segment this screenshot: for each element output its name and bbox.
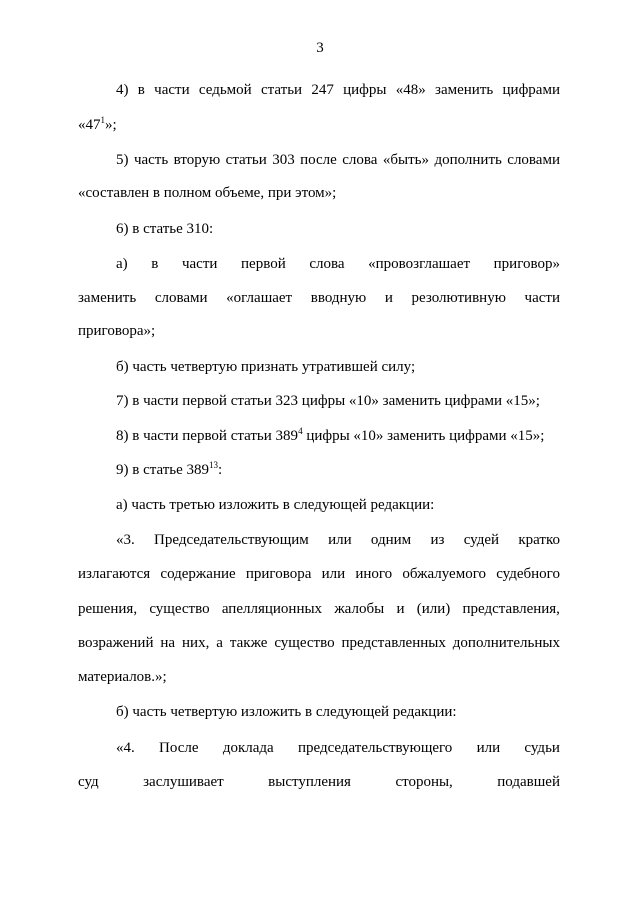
word: излагаются: [78, 566, 151, 582]
text-run: 8) в части первой статьи 389: [116, 428, 299, 444]
word: и: [396, 601, 405, 617]
word: «провозглашает: [368, 256, 471, 272]
word: дополнительных: [452, 635, 560, 651]
word: суд: [78, 774, 99, 790]
word: кратко: [518, 532, 560, 548]
word: статьи: [260, 82, 303, 98]
word: в: [137, 82, 145, 98]
word: или: [321, 566, 346, 582]
word: доклада: [222, 740, 274, 756]
paragraph-line: 7) в части первой статьи 323 цифры «10» заменить цифрами «15»;: [116, 393, 540, 409]
paragraph-line: б) часть четвертую признать утратившей силу;: [116, 359, 416, 375]
word: дополнить: [434, 152, 502, 168]
paragraph-line: 6) в статье 310:: [116, 221, 214, 237]
word: 303: [272, 152, 295, 168]
word: содержание: [160, 566, 236, 582]
word: возражений: [78, 635, 154, 651]
word: вводную: [310, 290, 367, 306]
word: цифры: [343, 82, 387, 98]
paragraph-line: [78, 599, 560, 619]
word: заменить: [78, 290, 137, 306]
word: представленных: [341, 635, 446, 651]
word: словами: [507, 152, 560, 168]
word: стороны,: [395, 774, 453, 790]
paragraph-line: [116, 426, 560, 446]
superscript: 4: [298, 426, 303, 436]
word: из: [430, 532, 445, 548]
word: в: [151, 256, 159, 272]
word: существо: [149, 601, 210, 617]
word: статьи: [225, 152, 267, 168]
word: решения,: [78, 601, 138, 617]
paragraph-line: [116, 254, 560, 274]
word: а: [216, 635, 223, 651]
word: части: [524, 290, 560, 306]
word: 5): [116, 152, 129, 168]
superscript: 1: [100, 115, 105, 125]
word: них,: [182, 635, 210, 651]
paragraph-line: приговора»;: [78, 323, 156, 339]
word: одним: [370, 532, 412, 548]
page-number: 3: [316, 40, 324, 56]
word: «быть»: [382, 152, 429, 168]
paragraph-line: б) часть четвертую изложить в следующей редакции:: [116, 704, 457, 720]
paragraph-line: [116, 150, 560, 170]
word: приговор»: [493, 256, 560, 272]
word: на: [160, 635, 176, 651]
paragraph-line: [78, 564, 560, 584]
paragraph-line: материалов.»;: [78, 669, 167, 685]
word: 247: [311, 82, 334, 98]
text-run: «47: [78, 117, 101, 133]
paragraph-line: [78, 288, 560, 308]
word: выступления: [268, 774, 351, 790]
word: заменить: [435, 82, 494, 98]
paragraph-line: [116, 530, 560, 550]
word: (или): [416, 601, 451, 617]
word: председательствующего: [297, 740, 453, 756]
word: седьмой: [198, 82, 252, 98]
text-run: :: [218, 462, 223, 478]
word: обжалуемого: [402, 566, 486, 582]
word: также: [229, 635, 268, 651]
word: После: [159, 740, 199, 756]
word: Председательствующим: [154, 532, 309, 548]
paragraph-line: [78, 772, 560, 792]
word: жалобы: [334, 601, 385, 617]
paragraph-line: [116, 738, 560, 758]
paragraph-line: а) часть третью изложить в следующей редакции:: [116, 497, 435, 513]
paragraph-line: [116, 460, 560, 480]
paragraph-line: [116, 80, 560, 100]
word: словами: [154, 290, 208, 306]
word: представления,: [462, 601, 560, 617]
word: «3.: [116, 532, 135, 548]
word: заслушивает: [143, 774, 224, 790]
word: «4.: [116, 740, 135, 756]
word: слова: [309, 256, 345, 272]
word: иного: [355, 566, 393, 582]
word: подавшей: [497, 774, 560, 790]
word: апелляционных: [221, 601, 323, 617]
word: часть: [133, 152, 169, 168]
word: после: [300, 152, 337, 168]
word: «оглашает: [226, 290, 293, 306]
word: части: [154, 82, 190, 98]
word: приговора: [245, 566, 312, 582]
text-run: »;: [105, 117, 117, 133]
word: резолютивную: [411, 290, 506, 306]
word: а): [116, 256, 128, 272]
paragraph-line: «составлен в полном объеме, при этом»;: [78, 185, 337, 201]
word: судьи: [524, 740, 560, 756]
word: части: [181, 256, 218, 272]
text-run: 9) в статье 389: [116, 462, 210, 478]
word: или: [476, 740, 501, 756]
word: существо: [274, 635, 335, 651]
paragraph-line: [78, 633, 560, 653]
word: первой: [241, 256, 286, 272]
word: «48»: [395, 82, 426, 98]
paragraph-line: [78, 115, 560, 135]
superscript: 13: [209, 460, 219, 470]
word: цифрами: [502, 82, 560, 98]
word: судей: [463, 532, 500, 548]
word: или: [328, 532, 352, 548]
word: судебного: [496, 566, 560, 582]
word: вторую: [173, 152, 221, 168]
word: слова: [342, 152, 378, 168]
word: 4): [116, 82, 129, 98]
text-run: цифры «10» заменить цифрами «15»;: [302, 428, 545, 444]
word: и: [384, 290, 393, 306]
